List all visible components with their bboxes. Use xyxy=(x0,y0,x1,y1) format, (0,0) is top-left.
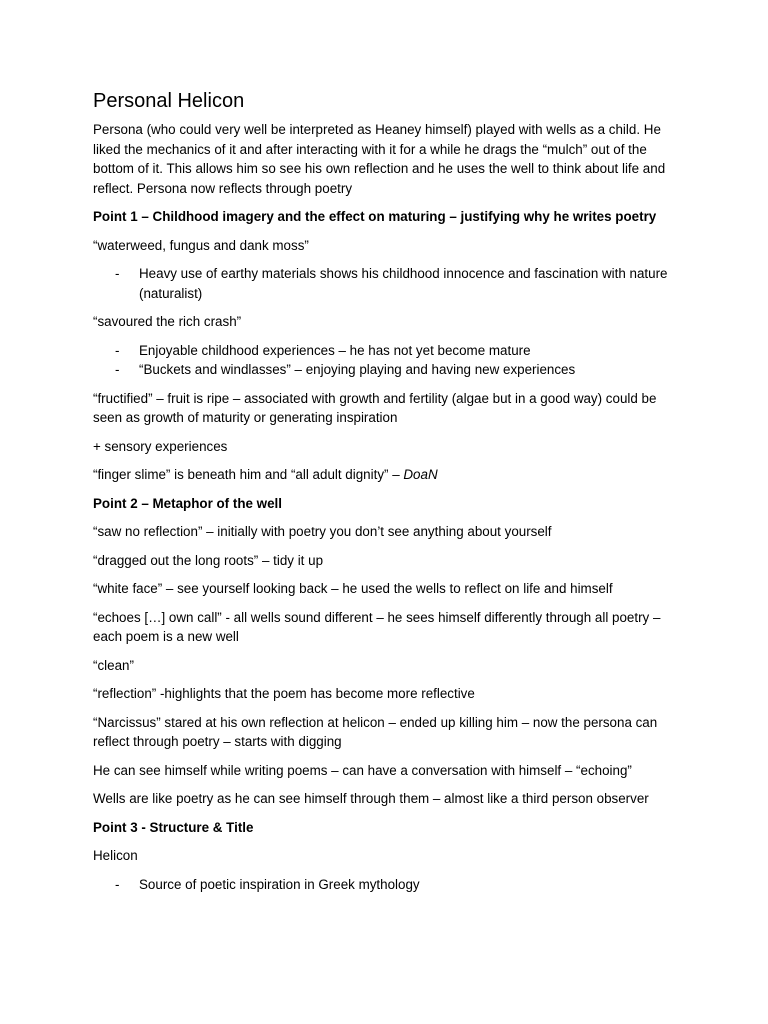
dash-bullet: - xyxy=(115,342,120,358)
bullet-list-childhood xyxy=(93,341,683,380)
list-item-text: “Buckets and windlasses” – enjoying playing and having new experiences xyxy=(139,362,576,377)
paragraph-white-face: “white face” – see yourself looking back – he used the wells to reflect on life and himself xyxy=(93,581,613,596)
finger-slime-italic: DoaN xyxy=(403,467,438,482)
document-body xyxy=(93,88,683,903)
paragraph-helicon: Helicon xyxy=(93,848,138,863)
document-title: Personal Helicon xyxy=(93,90,245,112)
dash-bullet: - xyxy=(115,362,120,377)
paragraph-clean: “clean” xyxy=(93,657,134,673)
point3-heading: Point 3 - Structure & Title xyxy=(93,819,254,835)
list-item-text: Source of poetic inspiration in Greek mythology xyxy=(139,876,420,892)
point2-heading: Point 2 – Metaphor of the well xyxy=(93,495,282,511)
quote-waterweed: “waterweed, fungus and dank moss” xyxy=(93,237,309,253)
finger-slime-text: “finger slime” is beneath him and “all adult dignity” – xyxy=(93,467,404,482)
paragraph-echoes: “echoes […] own call” - all wells sound different – he sees himself differently through all poetry – each poem is a new well xyxy=(93,609,661,644)
list-item-text: Enjoyable childhood experiences – he has not yet become mature xyxy=(139,342,531,358)
list-item xyxy=(93,360,683,380)
paragraph-saw-no-reflection: “saw no reflection” – initially with poetry you don’t see anything about yourself xyxy=(93,524,552,539)
list-item xyxy=(93,875,683,895)
dash-bullet: - xyxy=(115,876,120,892)
paragraph-finger-slime xyxy=(93,465,683,485)
paragraph-see-himself: He can see himself while writing poems – can have a conversation with himself – “echoing” xyxy=(93,762,632,778)
paragraph-fructified: “fructified” – fruit is ripe – associated with growth and fertility (algae but in a good way) could be seen as growth of maturity or generating inspiration xyxy=(93,390,657,425)
paragraph-sensory: + sensory experiences xyxy=(93,438,228,454)
list-item-text: Heavy use of earthy materials shows his childhood innocence and fascination with nature (naturalist) xyxy=(139,266,668,301)
paragraph-dragged: “dragged out the long roots” – tidy it up xyxy=(93,552,324,568)
dash-bullet: - xyxy=(115,266,120,281)
paragraph-reflection: “reflection” -highlights that the poem has become more reflective xyxy=(93,686,475,701)
list-item xyxy=(93,264,683,303)
bullet-list-source xyxy=(93,875,683,895)
list-item xyxy=(93,341,683,361)
quote-savoured: “savoured the rich crash” xyxy=(93,314,242,329)
bullet-list-earthy xyxy=(93,264,683,303)
intro-paragraph: Persona (who could very well be interpreted as Heaney himself) played with wells as a child. He liked the mechanics of it and after interacting with it for a while he drags the “mulch” out of the bottom of it. This allows him so see his own reflection and he uses the well to think about life and reflect. Persona now reflects through poetry xyxy=(93,122,666,196)
paragraph-wells: Wells are like poetry as he can see himself through them – almost like a third person observer xyxy=(93,791,649,806)
point1-heading: Point 1 – Childhood imagery and the effect on maturing – justifying why he writes poetry xyxy=(93,209,657,224)
paragraph-narcissus: “Narcissus” stared at his own reflection at helicon – ended up killing him – now the persona can reflect through poetry – starts with digging xyxy=(93,714,658,749)
